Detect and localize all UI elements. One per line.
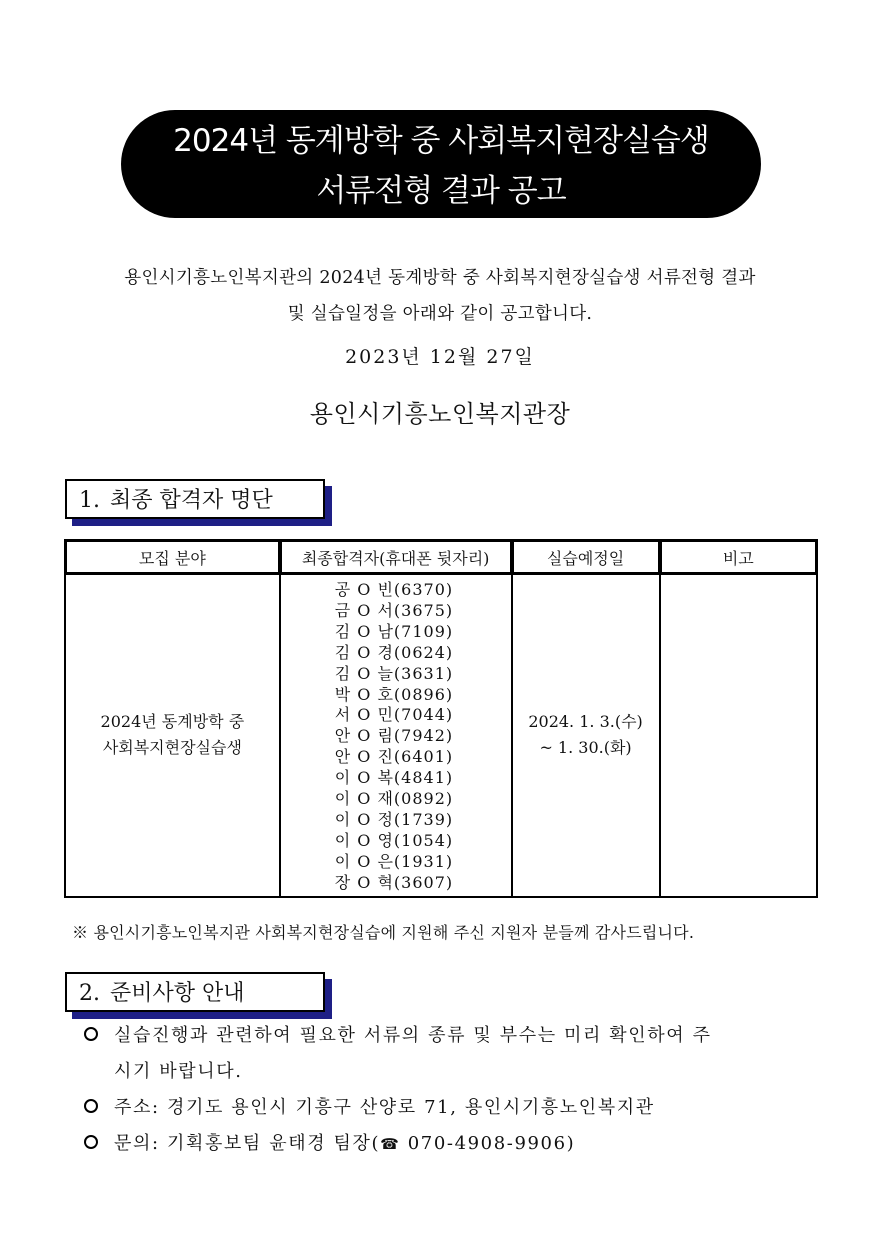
section-2-title: 준비사항 안내 (110, 981, 245, 1006)
finalist-name: 이 O 영(1054) (334, 830, 454, 850)
hollow-circle-bullet-icon (84, 1099, 98, 1113)
intro-paragraph (60, 260, 820, 332)
section-2-number: 2. (79, 981, 100, 1006)
thank-you-note: ※ 용인시기흥노인복지관 사회복지현장실습에 지원해 주신 지원자 분들께 감사드립니다. (72, 923, 695, 942)
announcement-date: 2023년 12월 27일 (345, 346, 535, 368)
field-cell (65, 574, 280, 897)
guidance-item-contact (84, 1126, 824, 1162)
period-end: ~ 1. 30.(화) (539, 738, 632, 758)
guidance-item-address (84, 1090, 824, 1126)
title-line-1: 2024년 동계방학 중 사회복지현장실습생 (173, 123, 709, 159)
finalist-list (280, 574, 512, 897)
section-2-heading (65, 972, 325, 1012)
intro-line-1: 용인시기흥노인복지관의 2024년 동계방학 중 사회복지현장실습생 서류전형 결과 (124, 268, 756, 288)
guidance-contact-text (114, 1133, 575, 1154)
guidance-documents-text: 실습진행과 관련하여 필요한 서류의 종류 및 부수는 미리 확인하여 주 (114, 1025, 712, 1046)
table-header-row (65, 540, 817, 574)
finalist-name: 김 O 남(7109) (334, 621, 454, 641)
finalist-name: 장 O 혁(3607) (334, 872, 454, 892)
telephone-icon: ☎ (380, 1135, 401, 1153)
header-period: 실습예정일 (512, 540, 660, 574)
field-line-1: 2024년 동계방학 중 (100, 712, 245, 732)
section-1-heading (65, 479, 325, 519)
section-1-number: 1. (79, 488, 100, 513)
final-roster-table (64, 539, 818, 898)
finalist-name: 김 O 경(0624) (334, 642, 454, 662)
hollow-circle-bullet-icon (84, 1135, 98, 1149)
header-remark: 비고 (660, 540, 817, 574)
finalist-name: 안 O 림(7942) (334, 726, 454, 746)
finalist-name: 안 O 진(6401) (334, 747, 454, 767)
hollow-circle-bullet-icon (84, 1027, 98, 1041)
intro-line-2: 및 실습일정을 아래와 같이 공고합니다. (287, 304, 593, 324)
guidance-address-text: 주소: 경기도 용인시 기흥구 산양로 71, 용인시기흥노인복지관 (114, 1097, 655, 1118)
remark-cell (660, 574, 817, 897)
finalist-name: 금 O 서(3675) (334, 600, 454, 620)
practice-period-cell (512, 574, 660, 897)
finalist-name: 이 O 정(1739) (334, 809, 454, 829)
contact-phone: 070-4908-9906) (400, 1133, 576, 1154)
finalist-name: 박 O 호(0896) (334, 684, 454, 704)
header-field: 모집 분야 (65, 540, 280, 574)
guidance-item-documents (84, 1018, 824, 1090)
title-banner (121, 110, 761, 218)
issuer-name: 용인시기흥노인복지관장 (309, 400, 571, 428)
contact-prefix: 문의: 기획홍보팀 윤태경 팀장( (114, 1133, 381, 1154)
finalist-name: 김 O 늘(3631) (334, 663, 454, 683)
header-finalists: 최종합격자(휴대폰 뒷자리) (280, 540, 512, 574)
section-1-title: 최종 합격자 명단 (110, 488, 273, 513)
field-line-2: 사회복지현장실습생 (102, 738, 242, 758)
finalist-name: 이 O 은(1931) (334, 851, 454, 871)
guidance-documents-text-cont: 시기 바랍니다. (114, 1061, 243, 1082)
finalist-name: 공 O 빈(6370) (334, 580, 454, 599)
guidance-list (84, 1018, 824, 1162)
table-row (65, 574, 817, 897)
finalist-name: 이 O 재(0892) (334, 789, 454, 809)
finalist-name: 이 O 복(4841) (334, 768, 454, 788)
title-line-2: 서류전형 결과 공고 (316, 173, 566, 209)
finalist-name: 서 O 민(7044) (334, 705, 454, 725)
period-start: 2024. 1. 3.(수) (528, 712, 643, 732)
